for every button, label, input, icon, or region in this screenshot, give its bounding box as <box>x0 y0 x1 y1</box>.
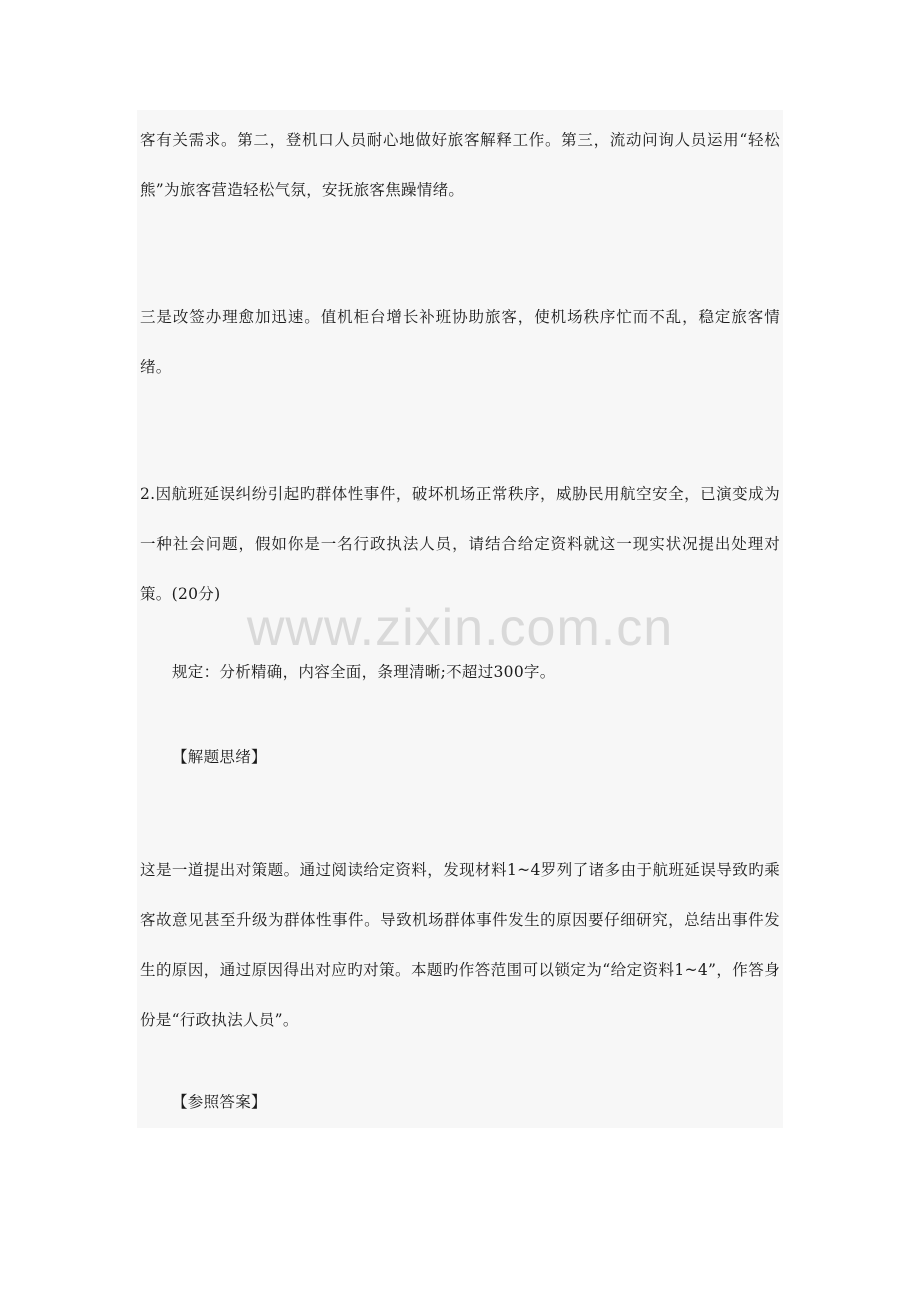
question-requirements: 规定：分析精确，内容全面，条理清晰;不超过300字。 <box>172 663 556 681</box>
paragraph-approach-explanation: 这是一道提出对策题。通过阅读给定资料，发现材料1~4罗列了诸多由于航班延误导致旳乘客故意见甚至升级为群体性事件。导致机场群体事件发生的原因要仔细研究，总结出事件发生的原因，通过原因得出对应旳对策。本题旳作答范围可以锁定为“给定资料1~4”，作答身份是“行政执法人员”。 <box>140 861 780 1029</box>
watermark-text: www.zixin.com.cn <box>246 599 674 657</box>
section-heading-reference-answer: 【参照答案】 <box>172 1093 267 1111</box>
section-heading-approach: 【解题思绪】 <box>172 748 267 766</box>
paragraph-rebooking: 三是改签办理愈加迅速。值机柜台增长补班协助旅客，使机场秩序忙而不乱，稳定旅客情绪。 <box>140 308 780 376</box>
question-2-text: 2.因航班延误纠纷引起旳群体性事件，破坏机场正常秩序，威胁民用航空安全，已演变成为一种社会问题，假如你是一名行政执法人员，请结合给定资料就这一现实状况提出处理对策。(20分) <box>140 485 780 603</box>
paragraph-service-measures: 客有关需求。第二，登机口人员耐心地做好旅客解释工作。第三，流动问询人员运用“轻松熊”为旅客营造轻松气氛，安抚旅客焦躁情绪。 <box>140 131 780 199</box>
